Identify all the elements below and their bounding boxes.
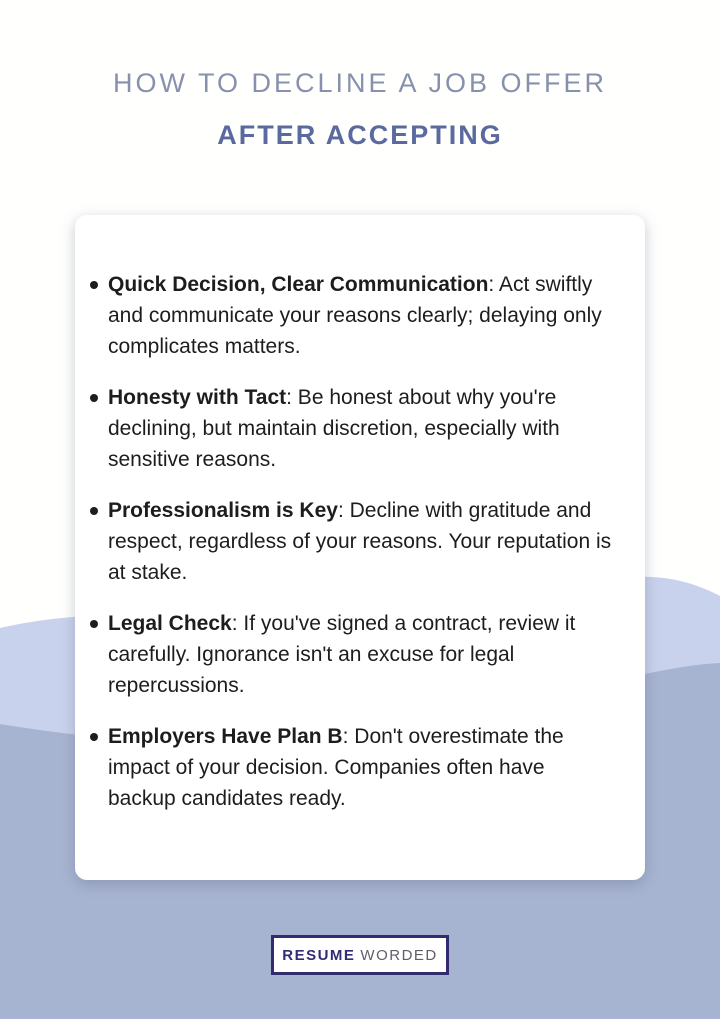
point-title: Quick Decision, Clear Communication [108, 273, 489, 296]
point-body: : Don't overestimate the impact of your decision. Companies often have backup candidates ready. [108, 725, 564, 810]
point-title: Employers Have Plan B [108, 725, 343, 748]
point-title: Legal Check [108, 612, 232, 635]
list-item [90, 608, 617, 701]
point-title: Professionalism is Key [108, 499, 338, 522]
point-body: : Be honest about why you're declining, but maintain discretion, especially with sensitive reasons. [108, 386, 560, 471]
page-title: HOW TO DECLINE A JOB OFFER [112, 68, 608, 98]
list-item [90, 495, 617, 588]
page-subtitle: AFTER ACCEPTING [217, 120, 503, 150]
brand-name-secondary: WORDED [360, 946, 438, 964]
brand-name-primary: RESUME [282, 946, 356, 964]
list-item [90, 382, 617, 475]
point-title: Honesty with Tact [108, 386, 287, 409]
content-card [75, 215, 645, 880]
point-body: : Decline with gratitude and respect, regardless of your reasons. Your reputation is at stake. [108, 499, 612, 584]
point-body: : If you've signed a contract, review it carefully. Ignorance isn't an excuse for legal repercussions. [108, 612, 576, 697]
point-body: : Act swiftly and communicate your reasons clearly; delaying only complicates matters. [108, 273, 602, 358]
list-item [90, 269, 617, 362]
key-points-list [90, 269, 617, 814]
list-item [90, 721, 617, 814]
resume-worded-badge [271, 935, 449, 975]
